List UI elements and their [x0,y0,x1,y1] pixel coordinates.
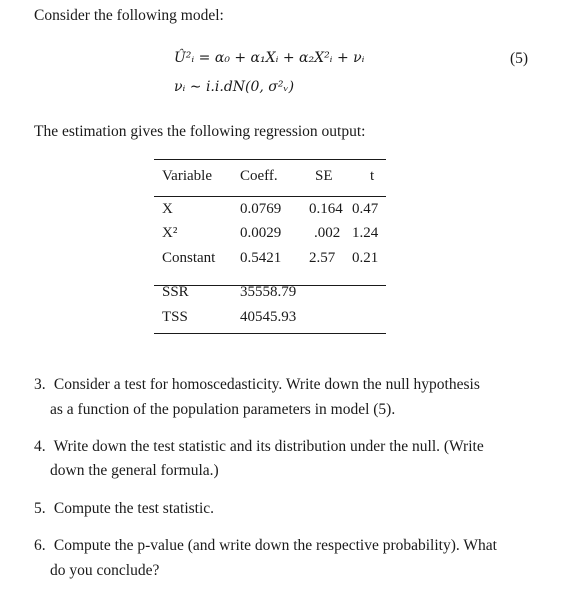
row-constant-variable: Constant [162,250,216,266]
row-x2-t: 1.24 [352,225,379,241]
question-3-text: Consider a test for homoscedasticity. Write down the null hypothesis [53,376,480,393]
question-4-number: 4. [34,438,46,455]
header-t: t [370,168,375,184]
question-6-text: Compute the p-value (and write down the respective probability). What [53,537,497,554]
question-5-number: 5. [34,500,46,517]
ssr-value: 35558.79 [240,284,297,300]
question-4-continuation: down the general formula.) [50,462,219,479]
row-x2-variable: X² [162,225,178,241]
header-se: SE [315,168,333,184]
estimation-text: The estimation gives the following regression output: [34,123,366,140]
header-coeff: Coeff. [240,168,278,184]
row-x2-coeff: 0.0029 [240,225,282,241]
question-6 [34,537,497,555]
tss-value: 40545.93 [240,309,297,325]
question-4-text: Write down the test statistic and its distribution under the null. (Write [53,438,484,455]
question-5-text: Compute the test statistic. [53,500,215,517]
row-x-t: 0.47 [352,201,379,217]
row-x-se: 0.164 [309,201,343,217]
question-4 [34,438,484,456]
question-3 [34,376,480,394]
table-top-rule [154,159,386,160]
table-header-rule [154,196,386,197]
regression-table [154,159,386,335]
tss-label: TSS [162,309,188,325]
table-bottom-rule [154,333,386,334]
error-distribution: νᵢ ∼ i.i.dN(0, σ²ᵥ) [174,79,295,95]
row-constant-se: 2.57 [309,250,336,266]
row-constant-coeff: 0.5421 [240,250,282,266]
equation-number: (5) [510,50,529,67]
question-6-continuation: do you conclude? [50,562,160,579]
question-6-number: 6. [34,537,46,554]
row-constant-t: 0.21 [352,250,379,266]
ssr-label: SSR [162,284,189,300]
row-x2-se: .002 [314,225,341,241]
question-3-continuation: as a function of the population parameters in model (5). [50,401,396,418]
model-equation: Û²ᵢ = α₀ + α₁Xᵢ + α₂X²ᵢ + νᵢ [174,50,365,66]
row-x-variable: X [162,201,173,217]
header-variable: Variable [162,168,212,184]
row-x-coeff: 0.0769 [240,201,282,217]
intro-text: Consider the following model: [34,7,224,24]
question-5 [34,500,214,518]
question-3-number: 3. [34,376,46,393]
